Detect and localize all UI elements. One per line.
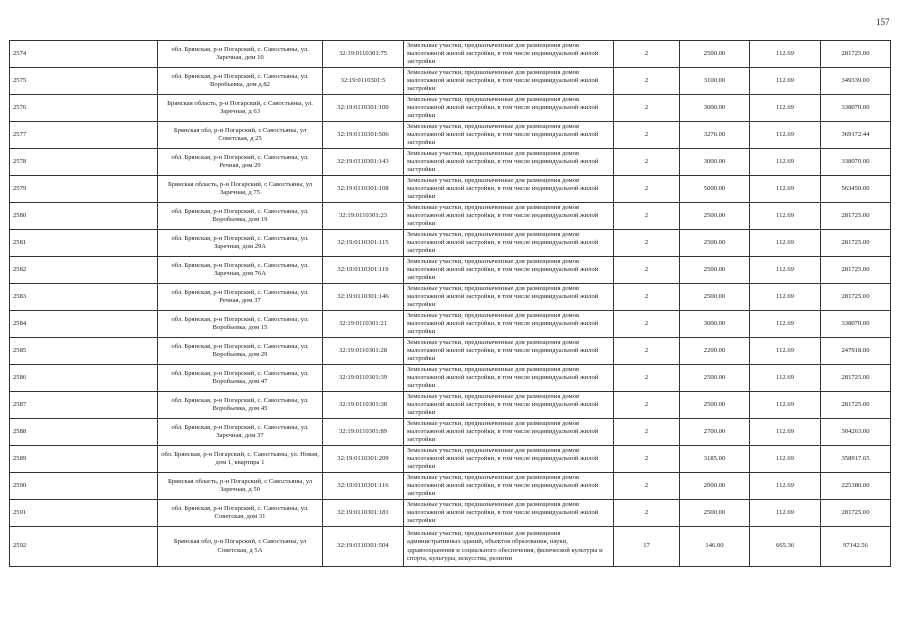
use-code-cell: 2 xyxy=(614,149,680,176)
land-use-cell: Земельные участки, предназначенные для размещения домов малоэтажной жилой застройки, в том числе индивидуальной жилой застройки xyxy=(404,392,614,419)
table-row xyxy=(10,95,891,122)
row-number: 2577 xyxy=(10,122,158,149)
specific-value-cell: 112.69 xyxy=(750,122,821,149)
cadastral-number-cell: 32:19:0110301:100 xyxy=(323,95,404,122)
table-row xyxy=(10,149,891,176)
land-use-cell: Земельные участки, предназначенные для размещения домов малоэтажной жилой застройки, в том числе индивидуальной жилой застройки xyxy=(404,284,614,311)
table-row xyxy=(10,392,891,419)
land-use-cell: Земельные участки, предназначенные для размещения домов малоэтажной жилой застройки, в том числе индивидуальной жилой застройки xyxy=(404,41,614,68)
area-cell: 2500.00 xyxy=(680,230,750,257)
cadastral-value-cell: 563450.00 xyxy=(821,176,891,203)
land-use-cell: Земельные участки, предназначенные для размещения домов малоэтажной жилой застройки, в том числе индивидуальной жилой застройки xyxy=(404,365,614,392)
cadastral-value-cell: 281725.00 xyxy=(821,230,891,257)
cadastral-value-cell: 358917.65 xyxy=(821,446,891,473)
row-number: 2583 xyxy=(10,284,158,311)
area-cell: 2200.00 xyxy=(680,338,750,365)
area-cell: 2500.00 xyxy=(680,500,750,527)
cadastral-value-cell: 247918.00 xyxy=(821,338,891,365)
row-number: 2581 xyxy=(10,230,158,257)
cadastral-number-cell: 32:19:0110301:119 xyxy=(323,257,404,284)
area-cell: 3276.00 xyxy=(680,122,750,149)
specific-value-cell: 112.69 xyxy=(750,41,821,68)
specific-value-cell: 112.69 xyxy=(750,95,821,122)
specific-value-cell: 112.69 xyxy=(750,203,821,230)
area-cell: 3185.00 xyxy=(680,446,750,473)
address-cell: обл. Брянская, р-н Погарский, с. Савостьяны, ул. Воробьевка, дом 19 xyxy=(158,203,323,230)
area-cell: 2500.00 xyxy=(680,203,750,230)
land-use-cell: Земельные участки, предназначенные для размещения домов малоэтажной жилой застройки, в том числе индивидуальной жилой застройки xyxy=(404,500,614,527)
specific-value-cell: 112.69 xyxy=(750,365,821,392)
land-use-cell: Земельные участки, предназначенные для размещения домов малоэтажной жилой застройки, в том числе индивидуальной жилой застройки xyxy=(404,311,614,338)
address-cell: обл. Брянская, р-н Погарский, с. Савостьяны, ул. Советская, дом 31 xyxy=(158,500,323,527)
address-cell: обл. Брянская, р-н Погарский, с. Савостьяны, ул. Речная, дом 37 xyxy=(158,284,323,311)
specific-value-cell: 112.69 xyxy=(750,230,821,257)
cadastral-value-cell: 97142.56 xyxy=(821,527,891,567)
cadastral-number-cell: 32:19:0110301:504 xyxy=(323,527,404,567)
row-number: 2575 xyxy=(10,68,158,95)
cadastral-number-cell: 32:19:0110301:28 xyxy=(323,338,404,365)
cadastral-value-cell: 304263.00 xyxy=(821,419,891,446)
address-cell: Брянская обл, р-н Погарский, с Савостьяны, ул Советская, д 25 xyxy=(158,122,323,149)
cadastral-number-cell: 32:19:0110301:181 xyxy=(323,500,404,527)
cadastral-value-cell: 281725.00 xyxy=(821,41,891,68)
land-use-cell: Земельные участки, предназначенные для размещения домов малоэтажной жилой застройки, в том числе индивидуальной жилой застройки xyxy=(404,473,614,500)
specific-value-cell: 112.69 xyxy=(750,257,821,284)
use-code-cell: 17 xyxy=(614,527,680,567)
land-use-cell: Земельные участки, предназначенные для размещения домов малоэтажной жилой застройки, в том числе индивидуальной жилой застройки xyxy=(404,149,614,176)
specific-value-cell: 112.69 xyxy=(750,473,821,500)
address-cell: Брянская область, р-н Погарский, с Савостьяны, ул Заречная, д 75 xyxy=(158,176,323,203)
address-cell: обл. Брянская, р-н Погарский, с. Савостьяны, ул. Воробьевка, дом 45 xyxy=(158,392,323,419)
specific-value-cell: 665.36 xyxy=(750,527,821,567)
cadastral-value-cell: 281725.00 xyxy=(821,203,891,230)
land-use-cell: Земельные участки, предназначенные для размещения административных зданий, объектов образования, науки, здравоохранения и социального обеспечения, физической культуры и спорта, культуры, искусства, религии xyxy=(404,527,614,567)
row-number: 2592 xyxy=(10,527,158,567)
address-cell: обл. Брянская, р-н Погарский, с. Савостьяны, ул. Речная, дом 29 xyxy=(158,149,323,176)
land-use-cell: Земельные участки, предназначенные для размещения домов малоэтажной жилой застройки, в том числе индивидуальной жилой застройки xyxy=(404,68,614,95)
table-row xyxy=(10,68,891,95)
table-row xyxy=(10,311,891,338)
area-cell: 3000.00 xyxy=(680,149,750,176)
cadastral-value-table xyxy=(9,40,891,567)
table-row xyxy=(10,203,891,230)
use-code-cell: 2 xyxy=(614,311,680,338)
address-cell: обл. Брянская, р-н Погарский, с. Савостьяны, ул. Воробьевка, дом 29 xyxy=(158,338,323,365)
table-row xyxy=(10,122,891,149)
cadastral-value-cell: 281725.00 xyxy=(821,392,891,419)
address-cell: обл. Брянская, р-н Погарский, с. Савостьяны, ул. Воробьевка, дом 15 xyxy=(158,311,323,338)
row-number: 2582 xyxy=(10,257,158,284)
address-cell: обл. Брянская, р-н Погарский, с. Савостьяны, ул. Заречная, дом 29А xyxy=(158,230,323,257)
specific-value-cell: 112.69 xyxy=(750,500,821,527)
row-number: 2578 xyxy=(10,149,158,176)
use-code-cell: 2 xyxy=(614,95,680,122)
land-use-cell: Земельные участки, предназначенные для размещения домов малоэтажной жилой застройки, в том числе индивидуальной жилой застройки xyxy=(404,122,614,149)
cadastral-value-cell: 281725.00 xyxy=(821,500,891,527)
cadastral-number-cell: 32:19:0110301:23 xyxy=(323,203,404,230)
address-cell: обл. Брянская, р-н Погарский, с. Савостьяны, ул. Заречная, дом 37 xyxy=(158,419,323,446)
land-use-cell: Земельные участки, предназначенные для размещения домов малоэтажной жилой застройки, в том числе индивидуальной жилой застройки xyxy=(404,446,614,473)
use-code-cell: 2 xyxy=(614,203,680,230)
table-row xyxy=(10,41,891,68)
cadastral-value-cell: 225380.00 xyxy=(821,473,891,500)
cadastral-number-cell: 32:19:0110301:506 xyxy=(323,122,404,149)
use-code-cell: 2 xyxy=(614,419,680,446)
address-cell: обл. Брянская, р-н Погарский, с. Савостьяны, ул. Воробьевка, дом д.82 xyxy=(158,68,323,95)
cadastral-value-cell: 338070.00 xyxy=(821,149,891,176)
cadastral-number-cell: 32:19:0110301:75 xyxy=(323,41,404,68)
address-cell: Брянская область, р-н Погарский, с Савостьяны, ул. Заречная, д 63 xyxy=(158,95,323,122)
address-cell: Брянская область, р-н Погарский, с Савостьяны, ул Заречная, д 50 xyxy=(158,473,323,500)
cadastral-number-cell: 32:19:0110301:21 xyxy=(323,311,404,338)
address-cell: обл. Брянская, р-н Погарский, с. Савостьяны, ул. Заречная, дом 10 xyxy=(158,41,323,68)
use-code-cell: 2 xyxy=(614,392,680,419)
table-row xyxy=(10,500,891,527)
row-number: 2576 xyxy=(10,95,158,122)
land-use-cell: Земельные участки, предназначенные для размещения домов малоэтажной жилой застройки, в том числе индивидуальной жилой застройки xyxy=(404,419,614,446)
use-code-cell: 2 xyxy=(614,41,680,68)
table-row xyxy=(10,338,891,365)
land-use-cell: Земельные участки, предназначенные для размещения домов малоэтажной жилой застройки, в том числе индивидуальной жилой застройки xyxy=(404,257,614,284)
specific-value-cell: 112.69 xyxy=(750,68,821,95)
cadastral-number-cell: 32:19:0110301:5 xyxy=(323,68,404,95)
row-number: 2586 xyxy=(10,365,158,392)
use-code-cell: 2 xyxy=(614,257,680,284)
row-number: 2588 xyxy=(10,419,158,446)
use-code-cell: 2 xyxy=(614,500,680,527)
cadastral-number-cell: 32:19:0110301:116 xyxy=(323,473,404,500)
land-use-cell: Земельные участки, предназначенные для размещения домов малоэтажной жилой застройки, в том числе индивидуальной жилой застройки xyxy=(404,230,614,257)
use-code-cell: 2 xyxy=(614,338,680,365)
address-cell: обл. Брянская, р-н Погарский, с. Савостьяны, ул. Воробьевка, дом 47 xyxy=(158,365,323,392)
row-number: 2579 xyxy=(10,176,158,203)
land-use-cell: Земельные участки, предназначенные для размещения домов малоэтажной жилой застройки, в том числе индивидуальной жилой застройки xyxy=(404,203,614,230)
land-use-cell: Земельные участки, предназначенные для размещения домов малоэтажной жилой застройки, в том числе индивидуальной жилой застройки xyxy=(404,95,614,122)
table-row xyxy=(10,365,891,392)
area-cell: 2500.00 xyxy=(680,41,750,68)
area-cell: 2500.00 xyxy=(680,257,750,284)
cadastral-value-cell: 281725.00 xyxy=(821,257,891,284)
address-cell: обл. Брянская, р-н Погарский, с. Савостьяны, ул. Новая, дом 1, квартира 1 xyxy=(158,446,323,473)
area-cell: 146.00 xyxy=(680,527,750,567)
cadastral-number-cell: 32:19:0110301:143 xyxy=(323,149,404,176)
specific-value-cell: 112.69 xyxy=(750,446,821,473)
table-row xyxy=(10,230,891,257)
specific-value-cell: 112.69 xyxy=(750,176,821,203)
land-use-cell: Земельные участки, предназначенные для размещения домов малоэтажной жилой застройки, в том числе индивидуальной жилой застройки xyxy=(404,176,614,203)
area-cell: 2700.00 xyxy=(680,419,750,446)
row-number: 2580 xyxy=(10,203,158,230)
use-code-cell: 2 xyxy=(614,284,680,311)
row-number: 2585 xyxy=(10,338,158,365)
table-body xyxy=(10,41,891,567)
address-cell: Брянская обл, р-н Погарский, с Савостьяны, ул Советская, д 5А xyxy=(158,527,323,567)
table-row xyxy=(10,176,891,203)
specific-value-cell: 112.69 xyxy=(750,311,821,338)
use-code-cell: 2 xyxy=(614,230,680,257)
area-cell: 2500.00 xyxy=(680,284,750,311)
table-row xyxy=(10,527,891,567)
row-number: 2574 xyxy=(10,41,158,68)
use-code-cell: 2 xyxy=(614,122,680,149)
cadastral-value-cell: 369172.44 xyxy=(821,122,891,149)
row-number: 2590 xyxy=(10,473,158,500)
table-row xyxy=(10,446,891,473)
specific-value-cell: 112.69 xyxy=(750,149,821,176)
use-code-cell: 2 xyxy=(614,68,680,95)
cadastral-number-cell: 32:19:0110301:39 xyxy=(323,365,404,392)
use-code-cell: 2 xyxy=(614,365,680,392)
cadastral-number-cell: 32:19:0110301:108 xyxy=(323,176,404,203)
cadastral-number-cell: 32:19:0110301:89 xyxy=(323,419,404,446)
cadastral-value-cell: 349339.00 xyxy=(821,68,891,95)
cadastral-value-cell: 338070.00 xyxy=(821,311,891,338)
area-cell: 2000.00 xyxy=(680,473,750,500)
table-row xyxy=(10,473,891,500)
area-cell: 3000.00 xyxy=(680,95,750,122)
specific-value-cell: 112.69 xyxy=(750,419,821,446)
row-number: 2587 xyxy=(10,392,158,419)
cadastral-number-cell: 32:19:0110301:209 xyxy=(323,446,404,473)
use-code-cell: 2 xyxy=(614,176,680,203)
table-row xyxy=(10,257,891,284)
page-number: 157 xyxy=(876,17,890,27)
row-number: 2589 xyxy=(10,446,158,473)
cadastral-number-cell: 32:19:0110301:115 xyxy=(323,230,404,257)
use-code-cell: 2 xyxy=(614,473,680,500)
area-cell: 3100.00 xyxy=(680,68,750,95)
table-row xyxy=(10,284,891,311)
cadastral-number-cell: 32:19:0110301:38 xyxy=(323,392,404,419)
cadastral-value-cell: 338070.00 xyxy=(821,95,891,122)
area-cell: 2500.00 xyxy=(680,392,750,419)
row-number: 2584 xyxy=(10,311,158,338)
table-row xyxy=(10,419,891,446)
specific-value-cell: 112.69 xyxy=(750,392,821,419)
address-cell: обл. Брянская, р-н Погарский, с. Савостьяны, ул. Заречная, дом 76А xyxy=(158,257,323,284)
cadastral-value-cell: 281725.00 xyxy=(821,365,891,392)
cadastral-number-cell: 32:19:0110301:146 xyxy=(323,284,404,311)
specific-value-cell: 112.69 xyxy=(750,284,821,311)
use-code-cell: 2 xyxy=(614,446,680,473)
row-number: 2591 xyxy=(10,500,158,527)
specific-value-cell: 112.69 xyxy=(750,338,821,365)
area-cell: 2500.00 xyxy=(680,365,750,392)
land-use-cell: Земельные участки, предназначенные для размещения домов малоэтажной жилой застройки, в том числе индивидуальной жилой застройки xyxy=(404,338,614,365)
cadastral-value-cell: 281725.00 xyxy=(821,284,891,311)
area-cell: 3000.00 xyxy=(680,311,750,338)
area-cell: 5000.00 xyxy=(680,176,750,203)
